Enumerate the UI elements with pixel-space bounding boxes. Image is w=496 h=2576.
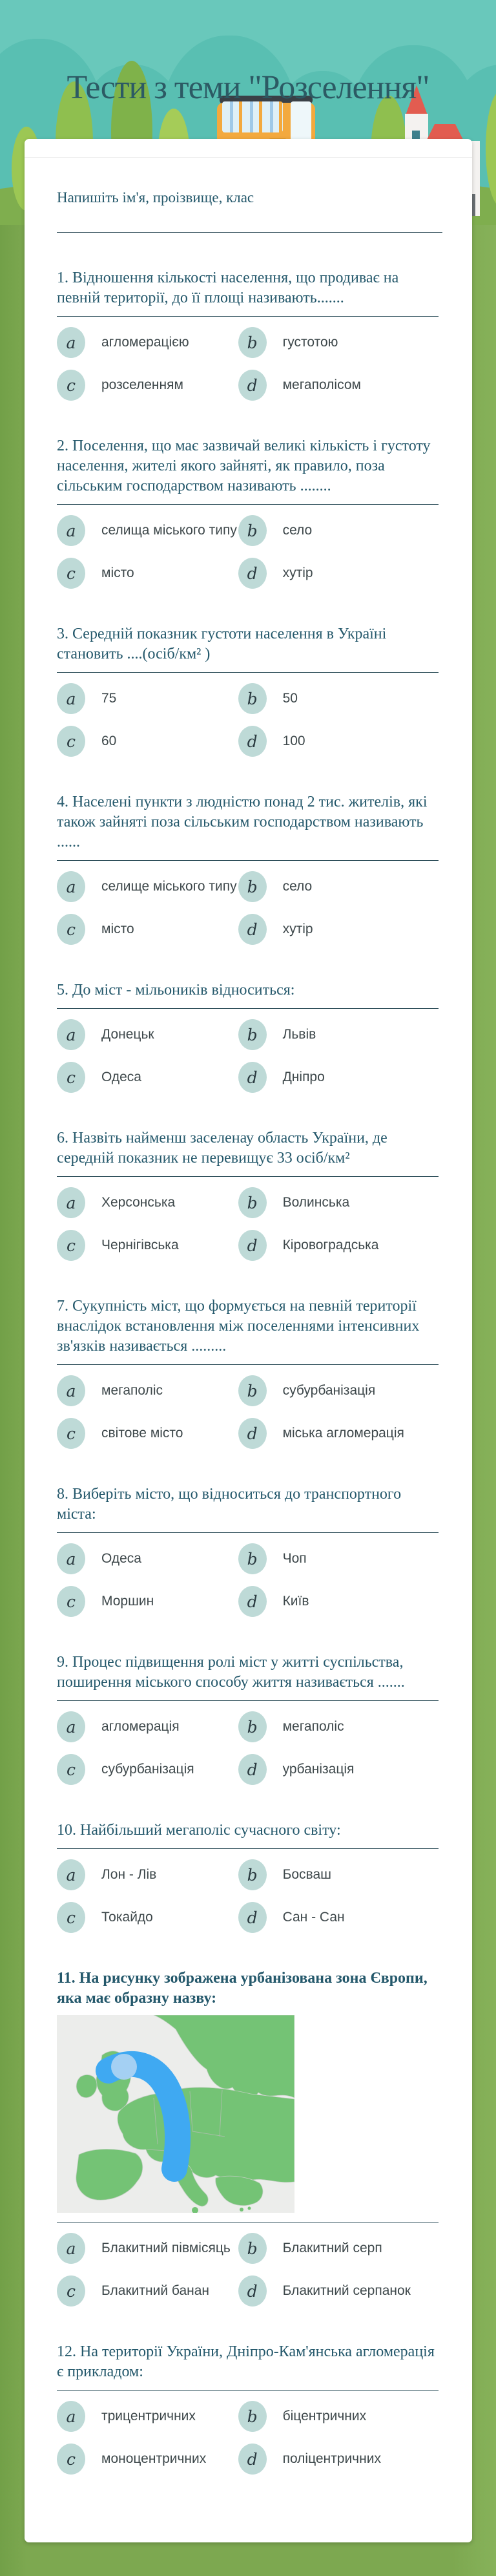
option-b[interactable]	[238, 1375, 442, 1406]
option-badge-b	[238, 1859, 267, 1890]
options-grid	[57, 1543, 442, 1617]
option-letter: d	[247, 1236, 258, 1255]
option-badge-d	[238, 1230, 267, 1261]
option-label: Донецьк	[101, 1027, 154, 1042]
question-block	[57, 792, 442, 945]
option-letter: b	[247, 689, 258, 708]
option-badge-d	[238, 2275, 267, 2307]
option-letter: d	[247, 1908, 258, 1927]
option-letter: b	[247, 1381, 258, 1400]
option-d[interactable]	[238, 1230, 442, 1261]
option-a[interactable]	[57, 871, 238, 902]
option-label: Сан - Сан	[282, 1910, 345, 1925]
question-divider	[57, 1364, 439, 1365]
question-divider	[57, 2390, 439, 2391]
question-text: 4. Населені пункти з людністю понад 2 тис. жителів, які також зайняті поза сільським господарством називають ......	[57, 794, 428, 850]
question-text: 8. Виберіть місто, що відноситься до транспортного міста:	[57, 1486, 402, 1523]
option-a[interactable]	[57, 683, 238, 714]
option-c[interactable]	[57, 1586, 238, 1617]
option-badge-a	[57, 871, 85, 902]
option-badge-a	[57, 2233, 85, 2264]
option-a[interactable]	[57, 1375, 238, 1406]
option-letter: b	[247, 1025, 258, 1044]
option-letter: a	[66, 1549, 76, 1568]
option-d[interactable]	[238, 914, 442, 945]
option-b[interactable]	[238, 327, 442, 358]
option-letter: d	[247, 732, 258, 751]
name-prompt: Напишіть ім'я, проізвище, клас	[57, 189, 254, 206]
option-label: Блакитний банан	[101, 2283, 210, 2298]
option-letter: b	[247, 333, 258, 352]
option-badge-a	[57, 1859, 85, 1890]
option-c[interactable]	[57, 1062, 238, 1093]
question-divider	[57, 672, 439, 673]
option-badge-c	[57, 1586, 85, 1617]
option-badge-b	[238, 1187, 267, 1218]
option-label: мегаполіс	[282, 1719, 344, 1734]
question-block	[57, 1969, 442, 2307]
option-label: Блакитний серпанок	[282, 2283, 411, 2298]
option-badge-c	[57, 1754, 85, 1785]
option-label: Волинська	[282, 1195, 350, 1210]
option-label: густотою	[282, 335, 338, 350]
options-grid	[57, 2233, 442, 2307]
option-badge-d	[238, 558, 267, 589]
option-b[interactable]	[238, 683, 442, 714]
option-label: Блакитний півмісяць	[101, 2241, 231, 2255]
option-badge-d	[238, 370, 267, 401]
option-a[interactable]	[57, 2233, 238, 2264]
option-letter: a	[66, 2239, 76, 2258]
option-badge-d	[238, 726, 267, 757]
options-grid	[57, 1375, 442, 1449]
option-letter: d	[247, 375, 258, 395]
option-label: 60	[101, 734, 117, 748]
question-text: 6. Назвіть найменш заселенау область України, де середній показник не перевищує 33 осіб/км²	[57, 1130, 388, 1167]
option-label: Кіровоградська	[282, 1238, 379, 1252]
option-label: Львів	[282, 1027, 316, 1042]
question-block	[57, 2342, 442, 2475]
option-letter: b	[247, 2239, 258, 2258]
option-letter: a	[66, 689, 76, 708]
option-letter: d	[247, 1068, 258, 1087]
option-badge-b	[238, 683, 267, 714]
option-badge-c	[57, 1230, 85, 1261]
question-divider	[57, 504, 439, 505]
option-label: розселенням	[101, 377, 183, 392]
option-c[interactable]	[57, 1230, 238, 1261]
question-divider	[57, 1848, 439, 1849]
option-a[interactable]	[57, 515, 238, 546]
option-label: селища міського типу	[101, 523, 237, 538]
option-badge-c	[57, 2275, 85, 2307]
option-a[interactable]	[57, 2401, 238, 2432]
option-a[interactable]	[57, 1711, 238, 1742]
option-a[interactable]	[57, 327, 238, 358]
option-c[interactable]	[57, 2444, 238, 2475]
option-b[interactable]	[238, 1859, 442, 1890]
option-label: мегаполісом	[282, 377, 361, 392]
options-grid	[57, 1187, 442, 1261]
option-badge-a	[57, 1543, 85, 1574]
option-letter: a	[66, 877, 76, 896]
options-grid	[57, 2401, 442, 2475]
option-b[interactable]	[238, 2401, 442, 2432]
option-badge-a	[57, 1711, 85, 1742]
option-badge-c	[57, 2444, 85, 2475]
options-grid	[57, 1859, 442, 1933]
option-badge-b	[238, 1711, 267, 1742]
question-divider	[57, 1532, 439, 1533]
options-grid	[57, 683, 442, 757]
options-grid	[57, 1711, 442, 1785]
option-d[interactable]	[238, 726, 442, 757]
option-badge-c	[57, 726, 85, 757]
option-a[interactable]	[57, 1543, 238, 1574]
option-letter: b	[247, 2407, 258, 2426]
option-letter: a	[66, 333, 76, 352]
option-label: Моршин	[101, 1594, 154, 1609]
option-letter: c	[66, 920, 76, 939]
option-letter: d	[247, 1760, 258, 1779]
option-label: місто	[101, 922, 134, 936]
option-badge-d	[238, 1586, 267, 1617]
option-badge-d	[238, 1902, 267, 1933]
option-label: місто	[101, 565, 134, 580]
option-label: Херсонська	[101, 1195, 176, 1210]
option-label: Блакитний серп	[282, 2241, 382, 2255]
name-input[interactable]	[57, 232, 442, 233]
option-d[interactable]	[238, 370, 442, 401]
option-label: біцентричних	[282, 2409, 367, 2423]
option-label: поліцентричних	[282, 2451, 381, 2466]
option-letter: c	[66, 732, 76, 751]
option-d[interactable]	[238, 2275, 442, 2307]
question-divider	[57, 1700, 439, 1701]
question-block	[57, 268, 442, 401]
option-letter: d	[247, 1424, 258, 1443]
question-text: 5. До міст - мільоників відноситься:	[57, 982, 295, 998]
option-letter: b	[247, 877, 258, 896]
option-letter: d	[247, 920, 258, 939]
option-c[interactable]	[57, 726, 238, 757]
option-label: світове місто	[101, 1426, 183, 1441]
question-block	[57, 1821, 442, 1933]
option-c[interactable]	[57, 1902, 238, 1933]
option-a[interactable]	[57, 1019, 238, 1050]
option-letter: c	[66, 1424, 76, 1443]
option-c[interactable]	[57, 2275, 238, 2307]
option-letter: c	[66, 1068, 76, 1087]
option-letter: c	[66, 1760, 76, 1779]
option-d[interactable]	[238, 1418, 442, 1449]
option-label: село	[282, 523, 313, 538]
question-text: 7. Сукупність міст, що формується на певній території внаслідок встановлення між поселеннями інтенсивних зв'язків називається .........	[57, 1298, 420, 1355]
option-badge-a	[57, 1019, 85, 1050]
option-letter: c	[66, 375, 76, 395]
question-text: 2. Поселення, що має зазвичай великі кількість і густоту населення, жителі якого зайняті, як правило, поза сільським господарством називають ........	[57, 438, 431, 494]
option-label: 50	[282, 691, 298, 706]
options-grid	[57, 327, 442, 401]
option-badge-b	[238, 1543, 267, 1574]
option-badge-b	[238, 871, 267, 902]
option-letter: a	[66, 1865, 76, 1884]
option-label: Чоп	[282, 1551, 307, 1566]
option-letter: b	[247, 1717, 258, 1737]
option-d[interactable]	[238, 2444, 442, 2475]
option-letter: c	[66, 2449, 76, 2469]
option-badge-d	[238, 2444, 267, 2475]
question-block	[57, 1296, 442, 1449]
option-letter: d	[247, 564, 258, 583]
option-badge-c	[57, 370, 85, 401]
option-label: село	[282, 879, 313, 894]
option-label: Лон - Лів	[101, 1867, 157, 1882]
option-d[interactable]	[238, 558, 442, 589]
question-block	[57, 1484, 442, 1617]
option-badge-c	[57, 558, 85, 589]
option-b[interactable]	[238, 1019, 442, 1050]
question-text: 10. Найбільший мегаполіс сучасного світу:	[57, 1822, 341, 1839]
option-badge-d	[238, 1754, 267, 1785]
option-label: трицентричних	[101, 2409, 196, 2423]
option-b[interactable]	[238, 1543, 442, 1574]
option-letter: c	[66, 1908, 76, 1927]
option-label: агломерація	[101, 1719, 180, 1734]
option-label: хутір	[282, 922, 313, 936]
option-c[interactable]	[57, 1418, 238, 1449]
option-letter: a	[66, 2407, 76, 2426]
option-letter: d	[247, 2281, 258, 2301]
option-letter: a	[66, 521, 76, 540]
question-block	[57, 980, 442, 1093]
question-divider	[57, 316, 439, 317]
option-b[interactable]	[238, 515, 442, 546]
option-label: селище міського типу	[101, 879, 237, 894]
options-grid	[57, 1019, 442, 1093]
option-c[interactable]	[57, 914, 238, 945]
option-d[interactable]	[238, 1062, 442, 1093]
option-badge-b	[238, 2233, 267, 2264]
question-block	[57, 1652, 442, 1785]
option-label: Дніпро	[282, 1070, 325, 1084]
page-title: Тести з теми "Розселення"	[67, 69, 429, 106]
option-d[interactable]	[238, 1586, 442, 1617]
option-badge-d	[238, 1418, 267, 1449]
option-badge-a	[57, 683, 85, 714]
option-label: Київ	[282, 1594, 309, 1609]
option-c[interactable]	[57, 370, 238, 401]
option-letter: c	[66, 1592, 76, 1611]
question-block	[57, 1128, 442, 1261]
tree-icon	[486, 90, 496, 207]
option-badge-d	[238, 1062, 267, 1093]
option-letter: a	[66, 1381, 76, 1400]
option-label: хутір	[282, 565, 313, 580]
option-label: 75	[101, 691, 117, 706]
card-top-divider	[25, 157, 472, 158]
option-letter: b	[247, 521, 258, 540]
question-text: 11. На рисунку зображена урбанізована зона Європи, яка має образну назву:	[57, 1970, 428, 2007]
option-badge-a	[57, 2401, 85, 2432]
option-letter: b	[247, 1865, 258, 1884]
option-a[interactable]	[57, 1187, 238, 1218]
option-label: мегаполіс	[101, 1383, 163, 1398]
question-divider	[57, 1008, 439, 1009]
option-badge-b	[238, 2401, 267, 2432]
option-label: Чернігівська	[101, 1238, 179, 1252]
option-badge-b	[238, 327, 267, 358]
option-label: Одеса	[101, 1551, 141, 1566]
option-letter: b	[247, 1549, 258, 1568]
question-divider	[57, 860, 439, 861]
option-b[interactable]	[238, 2233, 442, 2264]
option-letter: a	[66, 1193, 76, 1212]
option-badge-b	[238, 515, 267, 546]
option-badge-c	[57, 1418, 85, 1449]
question-text: 9. Процес підвищення ролі міст у житті суспільства, поширення міського способу життя називається .......	[57, 1654, 405, 1691]
option-label: субурбанізація	[282, 1383, 376, 1398]
option-c[interactable]	[57, 1754, 238, 1785]
option-badge-a	[57, 327, 85, 358]
option-label: субурбанізація	[101, 1762, 194, 1777]
question-block	[57, 436, 442, 589]
option-label: Одеса	[101, 1070, 141, 1084]
option-label: моноцентричних	[101, 2451, 207, 2466]
option-label: 100	[282, 734, 305, 748]
option-badge-a	[57, 515, 85, 546]
option-letter: c	[66, 2281, 76, 2301]
option-letter: a	[66, 1717, 76, 1737]
option-b[interactable]	[238, 871, 442, 902]
options-grid	[57, 515, 442, 589]
option-badge-a	[57, 1187, 85, 1218]
option-b[interactable]	[238, 1711, 442, 1742]
option-letter: d	[247, 2449, 258, 2469]
option-d[interactable]	[238, 1754, 442, 1785]
option-badge-c	[57, 1902, 85, 1933]
europe-map-image	[57, 2015, 442, 2213]
option-label: урбанізація	[282, 1762, 355, 1777]
question-divider	[57, 1176, 439, 1177]
option-badge-b	[238, 1375, 267, 1406]
question-text: 1. Відношення кількості населення, що продиває на певній території, до її площі називають.......	[57, 269, 399, 306]
option-letter: c	[66, 564, 76, 583]
option-letter: c	[66, 1236, 76, 1255]
option-badge-b	[238, 1019, 267, 1050]
question-text: 12. На території України, Дніпро-Кам'янська агломерація є прикладом:	[57, 2343, 435, 2380]
name-field-block	[57, 189, 442, 233]
option-c[interactable]	[57, 558, 238, 589]
option-letter: a	[66, 1025, 76, 1044]
questions-list	[57, 268, 442, 2475]
option-label: міська агломерація	[282, 1426, 404, 1441]
question-text: 3. Середній показник густоти населення в Україні становить ....(осіб/км² )	[57, 626, 387, 662]
option-letter: d	[247, 1592, 258, 1611]
option-letter: b	[247, 1193, 258, 1212]
option-label: агломерацією	[101, 335, 189, 350]
options-grid	[57, 871, 442, 945]
option-d[interactable]	[238, 1902, 442, 1933]
option-badge-a	[57, 1375, 85, 1406]
option-a[interactable]	[57, 1859, 238, 1890]
question-block	[57, 624, 442, 757]
option-b[interactable]	[238, 1187, 442, 1218]
option-badge-d	[238, 914, 267, 945]
option-badge-c	[57, 1062, 85, 1093]
option-badge-c	[57, 914, 85, 945]
option-label: Токайдо	[101, 1910, 153, 1925]
option-label: Босваш	[282, 1867, 331, 1882]
quiz-card	[25, 139, 472, 2542]
